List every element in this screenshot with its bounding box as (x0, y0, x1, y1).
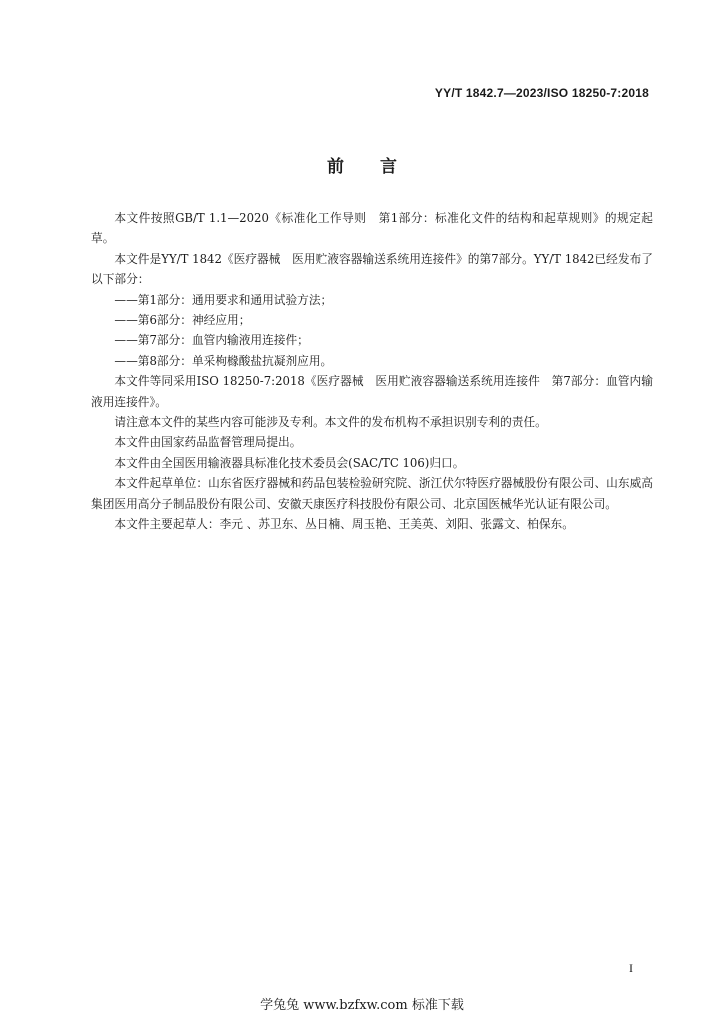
paragraph-series-intro: 本文件是YY/T 1842《医疗器械 医用贮液容器输送系统用连接件》的第7部分。YY/T 1842已经发布了以下部分： (91, 251, 653, 287)
standard-number-header: YY/T 1842.7—2023/ISO 18250-7:2018 (434, 86, 649, 100)
list-item-part-6: ——第6部分：神经应用； (114, 313, 251, 328)
paragraph-iso-adoption: 本文件等同采用ISO 18250-7:2018《医疗器械 医用贮液容器输送系统用连接件 第7部分：血管内输液用连接件》。 (91, 374, 653, 409)
list-item-part-1: ——第1部分：通用要求和通用试验方法； (114, 292, 333, 307)
page-title: 前言 (327, 157, 433, 177)
paragraph-patent-notice: 请注意本文件的某些内容可能涉及专利。本文件的发布机构不承担识别专利的责任。 (114, 415, 547, 430)
list-item-part-7: ——第7部分：血管内输液用连接件； (114, 333, 309, 348)
paragraph-drafters: 本文件主要起草人：李元 、苏卫东、丛日楠、周玉艳、王美英、刘阳、张露文、柏保东。 (114, 517, 574, 532)
paragraph-technical-committee: 本文件由全国医用输液器具标准化技术委员会(SAC/TC 106)归口。 (114, 455, 465, 470)
paragraph-drafting-units: 本文件起草单位：山东省医疗器械和药品包装检验研究院、浙江伏尔特医疗器械股份有限公司、山东威高集团医用高分子制品股份有限公司、安徽天康医疗科技股份有限公司、北京国医械华光认证有限公司。 (91, 476, 653, 511)
document-body (91, 208, 653, 535)
paragraph-proposer: 本文件由国家药品监督管理局提出。 (114, 435, 302, 450)
list-item-part-8: ——第8部分：单采枸橼酸盐抗凝剂应用。 (114, 353, 333, 368)
page-number: I (629, 961, 633, 975)
watermark-text: 学兔兔 www.bzfxw.com 标准下载 (260, 998, 464, 1013)
paragraph-drafting-rules: 本文件按照GB/T 1.1—2020《标准化工作导则 第1部分：标准化文件的结构和起草规则》的规定起草。 (91, 211, 653, 246)
